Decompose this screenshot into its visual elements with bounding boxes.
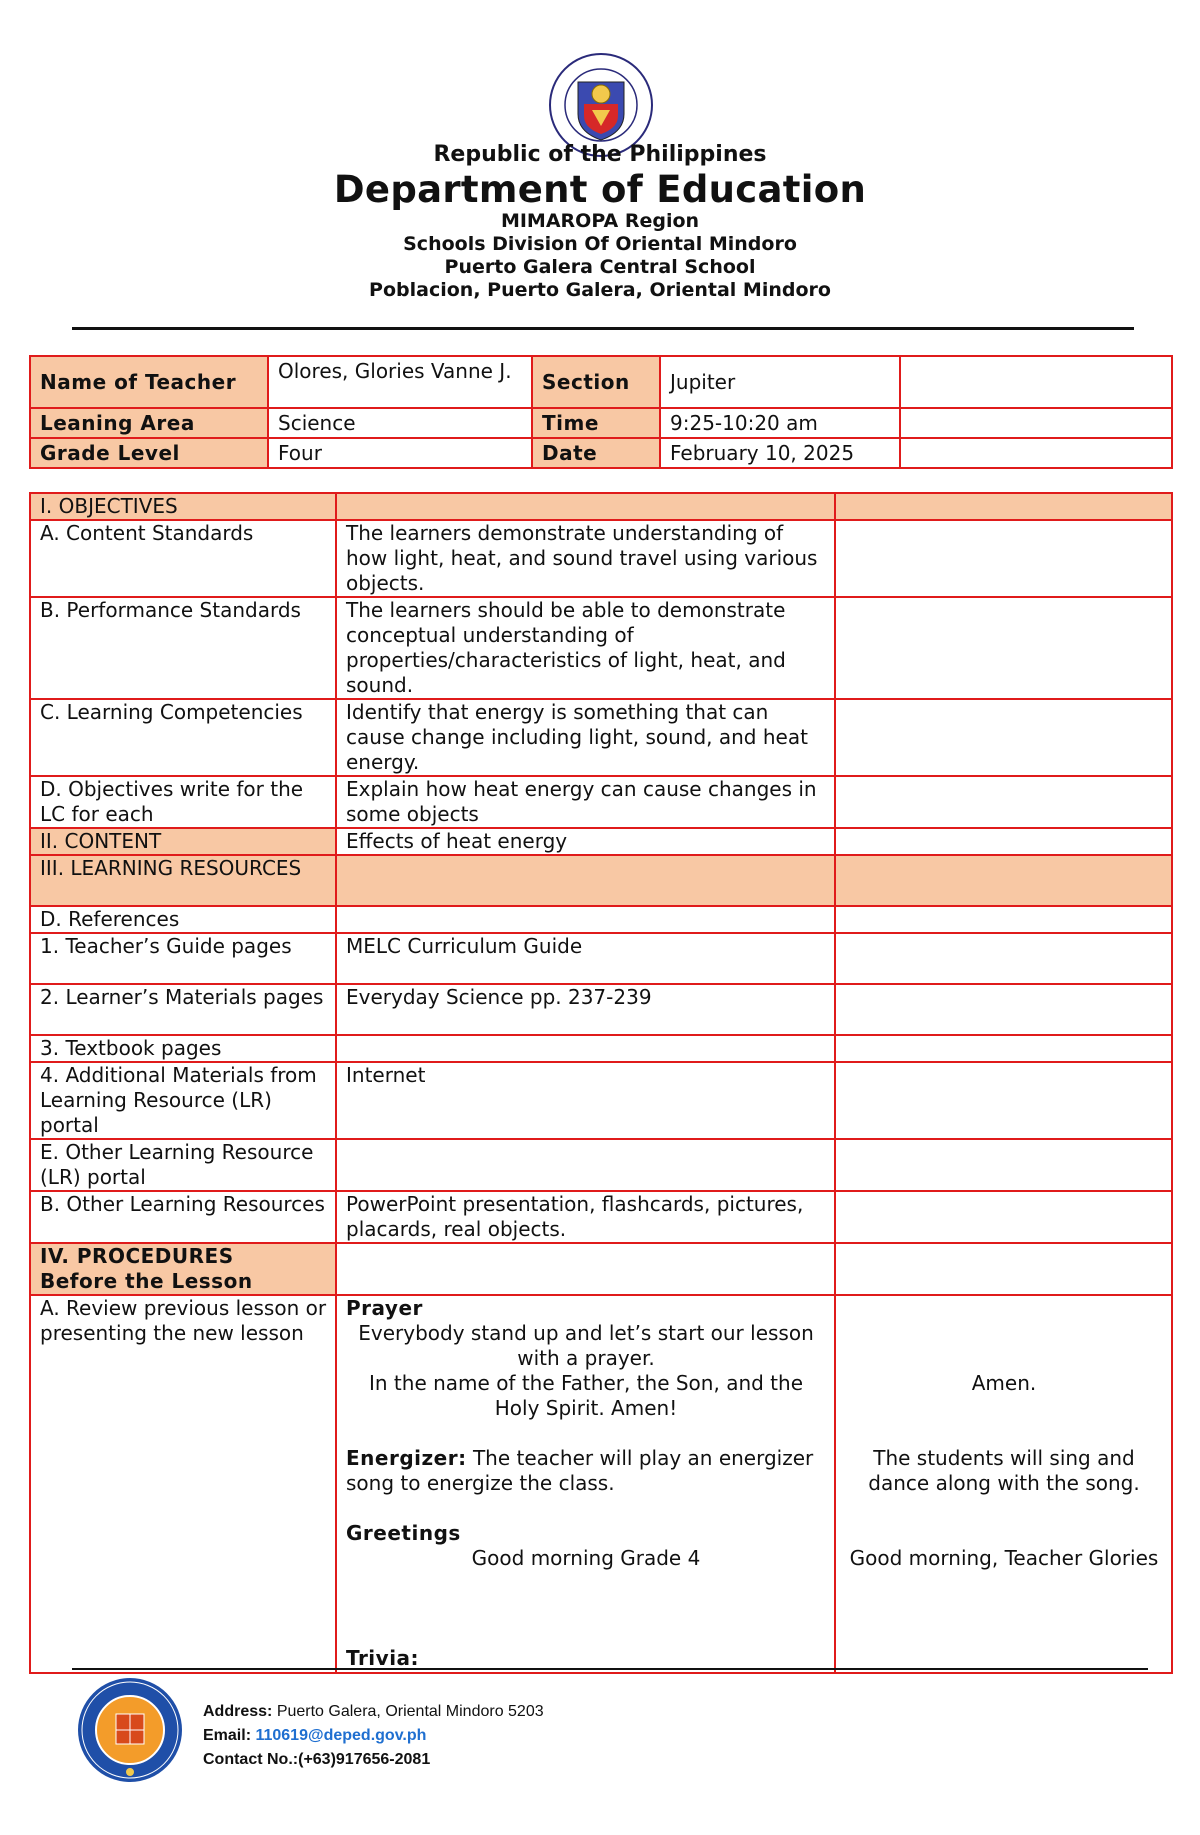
textbook-pages-label: 3. Textbook pages (30, 1035, 336, 1062)
other-resources-text: PowerPoint presentation, flashcards, pictures, placards, real objects. (336, 1191, 835, 1243)
learning-area-value: Science (268, 408, 532, 438)
header-department: Department of Education (333, 168, 867, 211)
learners-materials-label: 2. Learner’s Materials pages (30, 984, 336, 1035)
header-republic: Republic of the Philippines (433, 142, 767, 167)
header-divider (72, 327, 1134, 330)
lesson-plan-table (29, 492, 1173, 1674)
info-blank-cell (900, 408, 1172, 438)
objectives-heading: I. OBJECTIVES (30, 493, 336, 520)
prayer-text-1: Everybody stand up and let’s start our lesson with a prayer. (358, 1321, 814, 1370)
section-label: Section (532, 356, 660, 408)
student-energizer: The students will sing and dance along with the song. (868, 1446, 1140, 1495)
footer-contact (203, 1700, 544, 1772)
email-link[interactable]: 110619@deped.gov.ph (255, 1727, 427, 1744)
student-amen: Amen. (971, 1371, 1037, 1395)
objectives-lc-text: Explain how heat energy can cause changes in some objects (336, 776, 835, 828)
references-label: D. References (30, 906, 336, 933)
footer-address: Address: Puerto Galera, Oriental Mindoro 5203 (203, 1703, 544, 1720)
greetings-text: Good morning Grade 4 (471, 1546, 701, 1570)
teacher-label: Name of Teacher (30, 356, 268, 408)
performance-standards-text: The learners should be able to demonstrate conceptual understanding of properties/characteristics of light, heat, and sound. (336, 597, 835, 699)
additional-materials-text: Internet (336, 1062, 835, 1139)
content-standards-label: A. Content Standards (30, 520, 336, 597)
greetings-title: Greetings (346, 1521, 461, 1545)
trivia-title: Trivia: (346, 1646, 420, 1670)
prayer-text-2: In the name of the Father, the Son, and the Holy Spirit. Amen! (369, 1371, 803, 1420)
procedures-heading: IV. PROCEDURES Before the Lesson (30, 1243, 336, 1295)
review-lesson-label: A. Review previous lesson or presenting the new lesson (30, 1295, 336, 1673)
header-division: Schools Division Of Oriental Mindoro (403, 233, 797, 255)
header-region: MIMAROPA Region (500, 210, 700, 232)
teacher-activity-cell (336, 1295, 835, 1673)
content-heading: II. CONTENT (30, 828, 336, 855)
section-value: Jupiter (660, 356, 900, 408)
date-label: Date (532, 438, 660, 468)
footer-divider (72, 1668, 1148, 1670)
learning-resources-heading: III. LEARNING RESOURCES (30, 855, 336, 906)
info-blank-cell (900, 356, 1172, 408)
learning-area-label: Leaning Area (30, 408, 268, 438)
additional-materials-label: 4. Additional Materials from Learning Resource (LR) portal (30, 1062, 336, 1139)
teacher-info-table (29, 355, 1173, 469)
content-text: Effects of heat energy (336, 828, 835, 855)
date-value: February 10, 2025 (660, 438, 900, 468)
grade-level-label: Grade Level (30, 438, 268, 468)
info-blank-cell (900, 438, 1172, 468)
energizer-text: Energizer: The teacher will play an energizer song to energize the class. (346, 1446, 814, 1495)
header-address: Poblacion, Puerto Galera, Oriental Mindoro (369, 279, 831, 301)
teachers-guide-text: MELC Curriculum Guide (336, 933, 835, 984)
header-school: Puerto Galera Central School (444, 256, 756, 278)
objectives-lc-label: D. Objectives write for the LC for each (30, 776, 336, 828)
student-activity-cell (835, 1295, 1172, 1673)
footer-contact-no: Contact No.:(+63)917656-2081 (203, 1751, 431, 1768)
learning-competencies-text: Identify that energy is something that can cause change including light, sound, and heat energy. (336, 699, 835, 776)
teacher-value: Olores, Glories Vanne J. (268, 356, 532, 408)
time-label: Time (532, 408, 660, 438)
student-greeting: Good morning, Teacher Glories (849, 1546, 1159, 1570)
learners-materials-text: Everyday Science pp. 237-239 (336, 984, 835, 1035)
content-standards-text: The learners demonstrate understanding of how light, heat, and sound travel using various objects. (336, 520, 835, 597)
other-lr-portal-label: E. Other Learning Resource (LR) portal (30, 1139, 336, 1191)
grade-level-value: Four (268, 438, 532, 468)
prayer-title: Prayer (346, 1296, 423, 1320)
school-seal-logo (76, 1676, 184, 1784)
time-value: 9:25-10:20 am (660, 408, 900, 438)
other-resources-label: B. Other Learning Resources (30, 1191, 336, 1243)
teachers-guide-label: 1. Teacher’s Guide pages (30, 933, 336, 984)
learning-competencies-label: C. Learning Competencies (30, 699, 336, 776)
performance-standards-label: B. Performance Standards (30, 597, 336, 699)
footer-email: Email: 110619@deped.gov.ph (203, 1727, 427, 1744)
